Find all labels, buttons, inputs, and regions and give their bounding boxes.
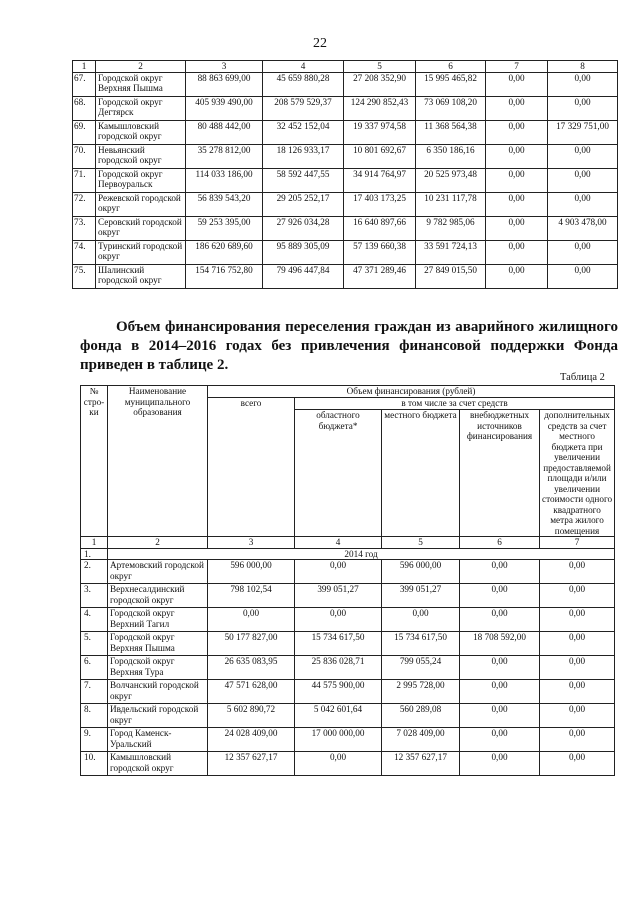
table-1-column-numbers [73,61,618,73]
column-number: 3 [208,537,295,549]
header-row-number: № стро-ки [81,386,108,537]
amount-cell: 0,00 [548,168,618,192]
amount-cell: 0,00 [460,752,540,776]
table-row [73,120,618,144]
amount-cell: 0,00 [460,656,540,680]
column-number: 1 [73,61,96,73]
row-index: 74. [73,240,96,264]
municipality-name: Шалинский городской округ [96,264,186,288]
amount-cell: 25 836 028,71 [295,656,382,680]
amount-cell: 0,00 [460,608,540,632]
column-number: 2 [96,61,186,73]
column-number: 7 [486,61,548,73]
row-index: 68. [73,96,96,120]
row-index: 4. [81,608,108,632]
amount-cell: 12 357 627,17 [382,752,460,776]
amount-cell: 0,00 [540,752,615,776]
table-row [73,192,618,216]
amount-cell: 9 782 985,06 [416,216,486,240]
table-row [81,680,615,704]
header-regional-budget: областного бюджета* [295,410,382,537]
header-volume: Объем финансирования (рублей) [208,386,615,398]
amount-cell: 7 028 409,00 [382,728,460,752]
amount-cell: 0,00 [548,96,618,120]
amount-cell: 27 849 015,50 [416,264,486,288]
municipality-name: Городской округ Дегтярск [96,96,186,120]
amount-cell: 73 069 108,20 [416,96,486,120]
amount-cell: 4 903 478,00 [548,216,618,240]
amount-cell: 0,00 [486,264,548,288]
amount-cell: 16 640 897,66 [344,216,416,240]
table-row [81,728,615,752]
column-number: 6 [416,61,486,73]
amount-cell: 0,00 [486,120,548,144]
amount-cell: 79 496 447,84 [263,264,344,288]
municipality-name: Городской округ Верхний Тагил [108,608,208,632]
amount-cell: 0,00 [540,632,615,656]
amount-cell: 0,00 [548,144,618,168]
amount-cell: 0,00 [295,752,382,776]
header-local-budget: местного бюджета [382,410,460,537]
column-number: 4 [295,537,382,549]
amount-cell: 0,00 [460,704,540,728]
table-2 [80,385,615,776]
year-row [81,548,615,560]
table-1 [72,60,618,289]
amount-cell: 58 592 447,55 [263,168,344,192]
table-row [81,560,615,584]
amount-cell: 0,00 [382,608,460,632]
amount-cell: 44 575 900,00 [295,680,382,704]
amount-cell: 45 659 880,28 [263,72,344,96]
amount-cell: 798 102,54 [208,584,295,608]
table-2-column-numbers [81,537,615,549]
column-number: 7 [540,537,615,549]
amount-cell: 0,00 [486,168,548,192]
table-row [73,216,618,240]
row-index: 71. [73,168,96,192]
amount-cell: 11 368 564,38 [416,120,486,144]
amount-cell: 0,00 [295,608,382,632]
row-index: 75. [73,264,96,288]
table-row [73,96,618,120]
amount-cell: 34 914 764,97 [344,168,416,192]
amount-cell: 47 371 289,46 [344,264,416,288]
header-additional-funds: дополнительных средств за счет местного бюджета при увеличении предоставляемой площади и/или увеличении стоимости одного квадратного метра жилого помещения [540,410,615,537]
table-row [73,144,618,168]
amount-cell: 56 839 543,20 [186,192,263,216]
row-index: 70. [73,144,96,168]
row-index: 72. [73,192,96,216]
table-row [73,240,618,264]
amount-cell: 10 801 692,67 [344,144,416,168]
amount-cell: 0,00 [548,240,618,264]
municipality-name: Городской округ Верхняя Пышма [108,632,208,656]
column-number: 8 [548,61,618,73]
table-row [81,752,615,776]
municipality-name: Городской округ Верхняя Пышма [96,72,186,96]
amount-cell: 399 051,27 [382,584,460,608]
municipality-name: Артемовский городской округ [108,560,208,584]
column-number: 1 [81,537,108,549]
amount-cell: 95 889 305,09 [263,240,344,264]
amount-cell: 0,00 [295,560,382,584]
intro-paragraph: Объем финансирования переселения граждан из аварийного жилищного фонда в 2014–2016 годах без привлечения финансовой поддержки Фонда приведен в таблице 2. [80,319,618,373]
municipality-name: Туринский городской округ [96,240,186,264]
amount-cell: 0,00 [540,584,615,608]
municipality-name: Ивдельский городской округ [108,704,208,728]
amount-cell: 0,00 [540,656,615,680]
amount-cell: 32 452 152,04 [263,120,344,144]
amount-cell: 35 278 812,00 [186,144,263,168]
amount-cell: 20 525 973,48 [416,168,486,192]
table-row [81,584,615,608]
amount-cell: 0,00 [460,584,540,608]
amount-cell: 24 028 409,00 [208,728,295,752]
row-index: 9. [81,728,108,752]
amount-cell: 0,00 [540,728,615,752]
amount-cell: 80 488 442,00 [186,120,263,144]
row-index: 5. [81,632,108,656]
amount-cell: 12 357 627,17 [208,752,295,776]
municipality-name: Верхнесалдинский городской округ [108,584,208,608]
amount-cell: 15 995 465,82 [416,72,486,96]
amount-cell: 560 289,08 [382,704,460,728]
amount-cell: 29 205 252,17 [263,192,344,216]
row-index: 1. [81,548,108,560]
amount-cell: 0,00 [548,264,618,288]
municipality-name: Серовский городской округ [96,216,186,240]
amount-cell: 17 329 751,00 [548,120,618,144]
amount-cell: 114 033 186,00 [186,168,263,192]
amount-cell: 124 290 852,43 [344,96,416,120]
row-index: 8. [81,704,108,728]
amount-cell: 0,00 [460,560,540,584]
amount-cell: 6 350 186,16 [416,144,486,168]
table-row [81,704,615,728]
header-including: в том числе за счет средств [295,398,615,410]
row-index: 67. [73,72,96,96]
column-number: 2 [108,537,208,549]
amount-cell: 27 208 352,90 [344,72,416,96]
amount-cell: 0,00 [486,216,548,240]
municipality-name: Городской округ Первоуральск [96,168,186,192]
amount-cell: 186 620 689,60 [186,240,263,264]
amount-cell: 17 403 173,25 [344,192,416,216]
column-number: 6 [460,537,540,549]
amount-cell: 33 591 724,13 [416,240,486,264]
amount-cell: 596 000,00 [382,560,460,584]
table-row [73,168,618,192]
year-label: 2014 год [108,548,615,560]
amount-cell: 0,00 [486,144,548,168]
municipality-name: Город Каменск-Уральский [108,728,208,752]
amount-cell: 405 939 490,00 [186,96,263,120]
amount-cell: 0,00 [540,560,615,584]
column-number: 4 [263,61,344,73]
municipality-name: Камышловский городской округ [96,120,186,144]
amount-cell: 399 051,27 [295,584,382,608]
table-row [73,72,618,96]
amount-cell: 5 042 601,64 [295,704,382,728]
amount-cell: 27 926 034,28 [263,216,344,240]
amount-cell: 0,00 [540,704,615,728]
municipality-name: Невьянский городской округ [96,144,186,168]
municipality-name: Режевской городской округ [96,192,186,216]
amount-cell: 88 863 699,00 [186,72,263,96]
row-index: 3. [81,584,108,608]
amount-cell: 15 734 617,50 [295,632,382,656]
amount-cell: 26 635 083,95 [208,656,295,680]
amount-cell: 154 716 752,80 [186,264,263,288]
row-index: 6. [81,656,108,680]
row-index: 2. [81,560,108,584]
amount-cell: 18 126 933,17 [263,144,344,168]
amount-cell: 0,00 [548,72,618,96]
amount-cell: 59 253 395,00 [186,216,263,240]
amount-cell: 0,00 [486,72,548,96]
amount-cell: 10 231 117,78 [416,192,486,216]
amount-cell: 0,00 [486,240,548,264]
amount-cell: 0,00 [208,608,295,632]
amount-cell: 0,00 [460,680,540,704]
column-number: 5 [382,537,460,549]
amount-cell: 0,00 [540,680,615,704]
municipality-name: Городской округ Верхняя Тура [108,656,208,680]
header-total: всего [208,398,295,537]
amount-cell: 0,00 [486,192,548,216]
row-index: 7. [81,680,108,704]
amount-cell: 799 055,24 [382,656,460,680]
row-index: 10. [81,752,108,776]
amount-cell: 2 995 728,00 [382,680,460,704]
amount-cell: 0,00 [548,192,618,216]
amount-cell: 208 579 529,37 [263,96,344,120]
amount-cell: 19 337 974,58 [344,120,416,144]
municipality-name: Камышловский городской округ [108,752,208,776]
amount-cell: 57 139 660,38 [344,240,416,264]
column-number: 5 [344,61,416,73]
amount-cell: 5 602 890,72 [208,704,295,728]
amount-cell: 50 177 827,00 [208,632,295,656]
page-number: 22 [313,36,327,51]
column-number: 3 [186,61,263,73]
amount-cell: 0,00 [460,728,540,752]
table-row [81,608,615,632]
header-extrabudgetary: внебюджетных источников финансирования [460,410,540,537]
amount-cell: 18 708 592,00 [460,632,540,656]
row-index: 69. [73,120,96,144]
table-row [81,632,615,656]
amount-cell: 47 571 628,00 [208,680,295,704]
municipality-name: Волчанский городской округ [108,680,208,704]
table-row [81,656,615,680]
amount-cell: 0,00 [540,608,615,632]
table-row [73,264,618,288]
row-index: 73. [73,216,96,240]
amount-cell: 15 734 617,50 [382,632,460,656]
amount-cell: 0,00 [486,96,548,120]
amount-cell: 17 000 000,00 [295,728,382,752]
table-2-caption: Таблица 2 [560,372,605,383]
amount-cell: 596 000,00 [208,560,295,584]
header-municipality: Наименование муниципального образования [108,386,208,537]
